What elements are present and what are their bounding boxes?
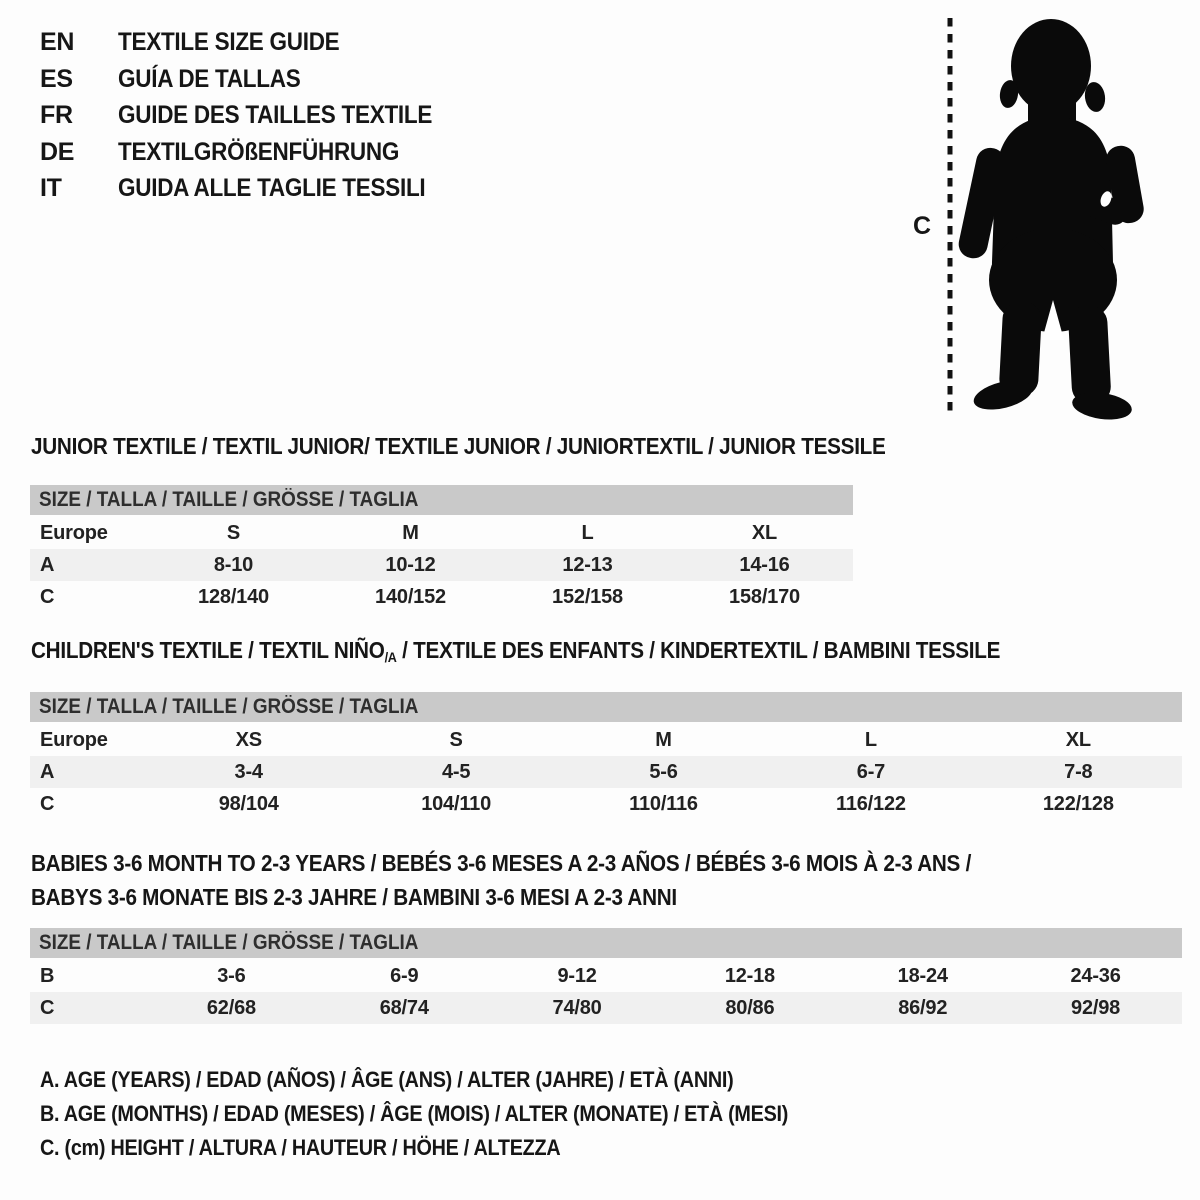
size-cell: S: [226, 521, 241, 544]
size-header-band: [30, 485, 853, 515]
table-row-months: [30, 960, 1182, 992]
children-title-text: [31, 637, 1000, 670]
junior-size-table: [30, 485, 853, 613]
legend-age-years: A. AGE (YEARS) / EDAD (AÑOS) / ÂGE (ANS) / ALTER (JAHRE) / ETÀ (ANNI): [40, 1067, 734, 1092]
height-cell: 122/128: [1042, 792, 1114, 815]
row-label: B: [40, 964, 55, 987]
legend-age-months: B. AGE (MONTHS) / EDAD (MESES) / ÂGE (MOIS) / ALTER (MONATE) / ETÀ (MESI): [40, 1101, 789, 1126]
height-cell: 152/158: [552, 585, 623, 608]
language-code: DE: [40, 137, 75, 166]
height-cell: 86/92: [898, 996, 948, 1019]
age-cell: 6-7: [856, 760, 886, 783]
height-cell: 140/152: [375, 585, 446, 608]
language-row: [40, 64, 467, 93]
children-title-part2: / TEXTILE DES ENFANTS / KINDERTEXTIL / BAMBINI TESSILE: [396, 637, 1001, 663]
height-cell: 74/80: [552, 996, 602, 1019]
height-measure-label: C: [912, 212, 932, 240]
table-row-height: [30, 992, 1182, 1024]
babies-section-title-line1: BABIES 3-6 MONTH TO 2-3 YEARS / BEBÉS 3-6 MESES A 2-3 AÑOS / BÉBÉS 3-6 MOIS À 2-3 ANS /: [31, 850, 972, 876]
age-cell: 5-6: [649, 760, 678, 783]
age-cell: 14-16: [739, 553, 790, 576]
language-code: IT: [40, 174, 62, 202]
size-cell: M: [655, 728, 672, 751]
age-cell: 8-10: [213, 553, 254, 576]
guide-title-en: TEXTILE SIZE GUIDE: [118, 28, 340, 56]
children-size-table: [30, 692, 1182, 820]
table-row-europe: [30, 517, 853, 549]
age-cell: 3-4: [234, 760, 263, 783]
height-cell: 128/140: [198, 585, 269, 608]
children-title-part1: CHILDREN'S TEXTILE / TEXTIL NIÑO: [31, 637, 385, 663]
height-cell: 110/116: [629, 792, 698, 815]
months-cell: 9-12: [557, 964, 597, 987]
row-label: A: [40, 553, 55, 576]
language-code: ES: [40, 64, 73, 93]
legend-height-cm: C. (cm) HEIGHT / ALTURA / HAUTEUR / HÖHE / ALTEZZA: [40, 1135, 561, 1160]
months-cell: 24-36: [1070, 964, 1121, 987]
table-row-age: [30, 549, 853, 581]
height-cell: 92/98: [1071, 996, 1121, 1019]
size-header-label: SIZE / TALLA / TAILLE / GRÖSSE / TAGLIA: [39, 931, 419, 954]
row-label: C: [40, 996, 55, 1019]
age-cell: 4-5: [441, 760, 471, 783]
size-cell: M: [402, 521, 419, 544]
table-row-height: [30, 581, 853, 613]
babies-section-title-line2: BABYS 3-6 MONATE BIS 2-3 JAHRE / BAMBINI 3-6 MESI A 2-3 ANNI: [31, 884, 677, 910]
language-title-list: [40, 30, 467, 202]
height-cell: 116/122: [836, 792, 906, 815]
size-cell: L: [581, 521, 594, 544]
row-label: C: [40, 792, 55, 815]
babies-size-table: [30, 928, 1182, 1024]
language-row: [40, 103, 467, 129]
size-cell: XL: [1065, 728, 1091, 751]
language-code: EN: [40, 28, 75, 56]
height-cell: 62/68: [206, 996, 256, 1019]
junior-section-title: JUNIOR TEXTILE / TEXTIL JUNIOR/ TEXTILE JUNIOR / JUNIORTEXTIL / JUNIOR TESSILE: [31, 433, 886, 459]
months-cell: 3-6: [217, 964, 246, 987]
months-cell: 18-24: [897, 964, 948, 987]
children-section-title: [31, 637, 1108, 670]
size-header-label: SIZE / TALLA / TAILLE / GRÖSSE / TAGLIA: [39, 695, 419, 718]
size-header-label: SIZE / TALLA / TAILLE / GRÖSSE / TAGLIA: [39, 488, 419, 511]
height-cell: 80/86: [725, 996, 775, 1019]
row-label: Europe: [40, 521, 108, 544]
size-cell: L: [864, 728, 877, 751]
language-row: [40, 176, 467, 202]
height-cell: 158/170: [729, 585, 800, 608]
age-cell: 10-12: [385, 553, 436, 576]
size-cell: XS: [235, 728, 262, 751]
children-title-sub: /A: [384, 649, 397, 665]
guide-title-de: TEXTILGRÖßENFÜHRUNG: [118, 137, 400, 166]
language-row: [40, 137, 467, 166]
guide-title-it: GUIDA ALLE TAGLIE TESSILI: [118, 174, 426, 202]
size-header-band: [30, 928, 1182, 958]
row-label: Europe: [40, 728, 108, 751]
table-row-age: [30, 756, 1182, 788]
guide-title-es: GUÍA DE TALLAS: [118, 64, 301, 93]
size-cell: S: [449, 728, 463, 751]
row-label: A: [40, 760, 55, 783]
months-cell: 6-9: [390, 964, 419, 987]
table-row-height: [30, 788, 1182, 820]
age-cell: 7-8: [1064, 760, 1093, 783]
language-code: FR: [40, 101, 73, 129]
toddler-silhouette-icon: [946, 10, 1152, 422]
size-cell: XL: [751, 521, 778, 544]
months-cell: 12-18: [724, 964, 775, 987]
height-cell: 98/104: [218, 792, 279, 815]
guide-title-fr: GUIDE DES TAILLES TEXTILE: [118, 101, 433, 129]
row-label: C: [40, 585, 55, 608]
height-cell: 104/110: [421, 792, 491, 815]
measure-legend: [40, 1068, 871, 1170]
age-cell: 12-13: [562, 553, 613, 576]
table-row-europe: [30, 724, 1182, 756]
size-header-band: [30, 692, 1182, 722]
height-cell: 68/74: [379, 996, 429, 1019]
language-row: [40, 30, 467, 56]
